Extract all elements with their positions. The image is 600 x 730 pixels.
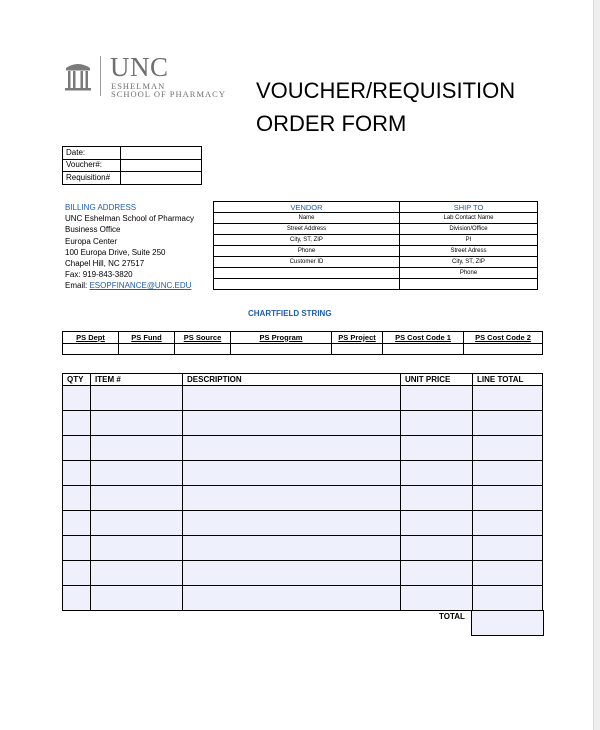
items-header-qty: QTY	[63, 374, 91, 386]
ship-pi-field[interactable]: PI	[400, 235, 538, 246]
table-row	[63, 586, 543, 611]
vendor-extra-field[interactable]	[214, 268, 400, 279]
table-row	[63, 461, 543, 486]
chartfield-title: CHARTFIELD STRING	[248, 309, 332, 318]
cf-header-ps-dept: PS Dept	[63, 332, 119, 344]
cf-ps-fund-field[interactable]	[119, 344, 175, 355]
line-total-cell[interactable]	[473, 536, 543, 561]
total-field[interactable]	[471, 610, 544, 636]
description-cell[interactable]	[183, 536, 401, 561]
email-label: Email:	[65, 281, 88, 291]
vendor-name-field[interactable]: Name	[214, 213, 400, 224]
line-total-cell[interactable]	[473, 511, 543, 536]
cf-header-ps-project: PS Project	[332, 332, 383, 344]
billing-heading: BILLING ADDRESS	[65, 203, 137, 212]
logo-subtitle-1: ESHELMAN	[111, 81, 166, 91]
qty-cell[interactable]	[63, 386, 91, 411]
ship-city-field[interactable]: City, ST, ZIP	[400, 257, 538, 268]
requisition-field[interactable]	[121, 172, 202, 185]
vendor-city-field[interactable]: City, ST, ZIP	[214, 235, 400, 246]
unit-price-cell[interactable]	[401, 536, 473, 561]
item-number-cell[interactable]	[91, 511, 183, 536]
description-cell[interactable]	[183, 461, 401, 486]
unit-price-cell[interactable]	[401, 486, 473, 511]
billing-line: Business Office	[65, 225, 121, 235]
cf-ps-source-field[interactable]	[175, 344, 231, 355]
cf-ps-cost-code-1-field[interactable]	[383, 344, 464, 355]
item-number-cell[interactable]	[91, 561, 183, 586]
billing-line: Fax: 919-843-3820	[65, 270, 133, 280]
requisition-label: Requisition#	[63, 172, 121, 185]
unit-price-cell[interactable]	[401, 561, 473, 586]
item-number-cell[interactable]	[91, 536, 183, 561]
voucher-field[interactable]	[121, 159, 202, 172]
table-row	[63, 511, 543, 536]
old-well-logo-icon	[63, 58, 93, 94]
vendor-blank-field[interactable]	[214, 279, 400, 290]
items-header-line-total: LINE TOTAL	[473, 374, 543, 386]
table-row	[63, 436, 543, 461]
billing-email-row	[65, 280, 194, 291]
ship-division-field[interactable]: Division/Office	[400, 224, 538, 235]
item-number-cell[interactable]	[91, 436, 183, 461]
cf-ps-cost-code-2-field[interactable]	[464, 344, 543, 355]
qty-cell[interactable]	[63, 486, 91, 511]
date-field[interactable]	[121, 147, 202, 160]
line-total-cell[interactable]	[473, 486, 543, 511]
items-table	[62, 373, 543, 611]
qty-cell[interactable]	[63, 561, 91, 586]
billing-line: UNC Eshelman School of Pharmacy	[65, 214, 194, 224]
ship-street-field[interactable]: Street Adress	[400, 246, 538, 257]
billing-line: Chapel Hill, NC 27517	[65, 259, 145, 269]
unit-price-cell[interactable]	[401, 436, 473, 461]
line-total-cell[interactable]	[473, 411, 543, 436]
items-header-unit-price: UNIT PRICE	[401, 374, 473, 386]
billing-line: 100 Europa Drive, Suite 250	[65, 247, 166, 257]
total-label: TOTAL	[439, 612, 465, 621]
info-table	[62, 146, 202, 185]
vendor-phone-field[interactable]: Phone	[214, 246, 400, 257]
line-total-cell[interactable]	[473, 586, 543, 611]
line-total-cell[interactable]	[473, 461, 543, 486]
item-number-cell[interactable]	[91, 461, 183, 486]
billing-line: Europa Center	[65, 236, 118, 246]
table-row	[63, 386, 543, 411]
cf-header-ps-cost-code-2: PS Cost Code 2	[464, 332, 543, 344]
page-edge	[593, 0, 600, 730]
ship-phone-field[interactable]: Phone	[400, 268, 538, 279]
qty-cell[interactable]	[63, 586, 91, 611]
line-total-cell[interactable]	[473, 386, 543, 411]
vendor-shipto-table	[213, 201, 538, 290]
table-row	[63, 486, 543, 511]
qty-cell[interactable]	[63, 461, 91, 486]
vendor-customer-id-field[interactable]: Customer ID	[214, 257, 400, 268]
description-cell[interactable]	[183, 486, 401, 511]
vendor-heading: VENDOR	[214, 202, 400, 213]
ship-to-heading: SHIP TO	[400, 202, 538, 213]
email-link[interactable]: ESOPFINANCE@UNC.EDU	[89, 281, 192, 291]
item-number-cell[interactable]	[91, 586, 183, 611]
page-title-line-1: VOUCHER/REQUISITION	[256, 78, 516, 103]
page-title-line-2: ORDER FORM	[256, 111, 407, 136]
logo-divider	[100, 56, 101, 96]
description-cell[interactable]	[183, 436, 401, 461]
cf-header-ps-fund: PS Fund	[119, 332, 175, 344]
unit-price-cell[interactable]	[401, 411, 473, 436]
table-row	[63, 561, 543, 586]
description-cell[interactable]	[183, 561, 401, 586]
cf-header-ps-program: PS Program	[231, 332, 332, 344]
item-number-cell[interactable]	[91, 386, 183, 411]
line-total-cell[interactable]	[473, 436, 543, 461]
ship-contact-field[interactable]: Lab Contact Name	[400, 213, 538, 224]
description-cell[interactable]	[183, 586, 401, 611]
billing-address	[65, 202, 194, 292]
items-header-item-number: ITEM #	[91, 374, 183, 386]
unit-price-cell[interactable]	[401, 511, 473, 536]
cf-header-ps-source: PS Source	[175, 332, 231, 344]
table-row	[63, 536, 543, 561]
qty-cell[interactable]	[63, 436, 91, 461]
logo-wordmark: UNC	[110, 52, 169, 82]
item-number-cell[interactable]	[91, 486, 183, 511]
description-cell[interactable]	[183, 386, 401, 411]
chartfield-table	[62, 331, 543, 355]
vendor-street-field[interactable]: Street Address	[214, 224, 400, 235]
cf-ps-program-field[interactable]	[231, 344, 332, 355]
items-header-description: DESCRIPTION	[183, 374, 401, 386]
ship-blank-field[interactable]	[400, 279, 538, 290]
voucher-label: Voucher#:	[63, 159, 121, 172]
cf-header-ps-cost-code-1: PS Cost Code 1	[383, 332, 464, 344]
line-total-cell[interactable]	[473, 561, 543, 586]
cf-ps-dept-field[interactable]	[63, 344, 119, 355]
unit-price-cell[interactable]	[401, 386, 473, 411]
description-cell[interactable]	[183, 411, 401, 436]
logo-subtitle-2: SCHOOL OF PHARMACY	[111, 89, 226, 99]
unit-price-cell[interactable]	[401, 461, 473, 486]
description-cell[interactable]	[183, 511, 401, 536]
cf-ps-project-field[interactable]	[332, 344, 383, 355]
qty-cell[interactable]	[63, 511, 91, 536]
table-row	[63, 411, 543, 436]
item-number-cell[interactable]	[91, 411, 183, 436]
date-label: Date:	[63, 147, 121, 160]
qty-cell[interactable]	[63, 411, 91, 436]
qty-cell[interactable]	[63, 536, 91, 561]
unit-price-cell[interactable]	[401, 586, 473, 611]
